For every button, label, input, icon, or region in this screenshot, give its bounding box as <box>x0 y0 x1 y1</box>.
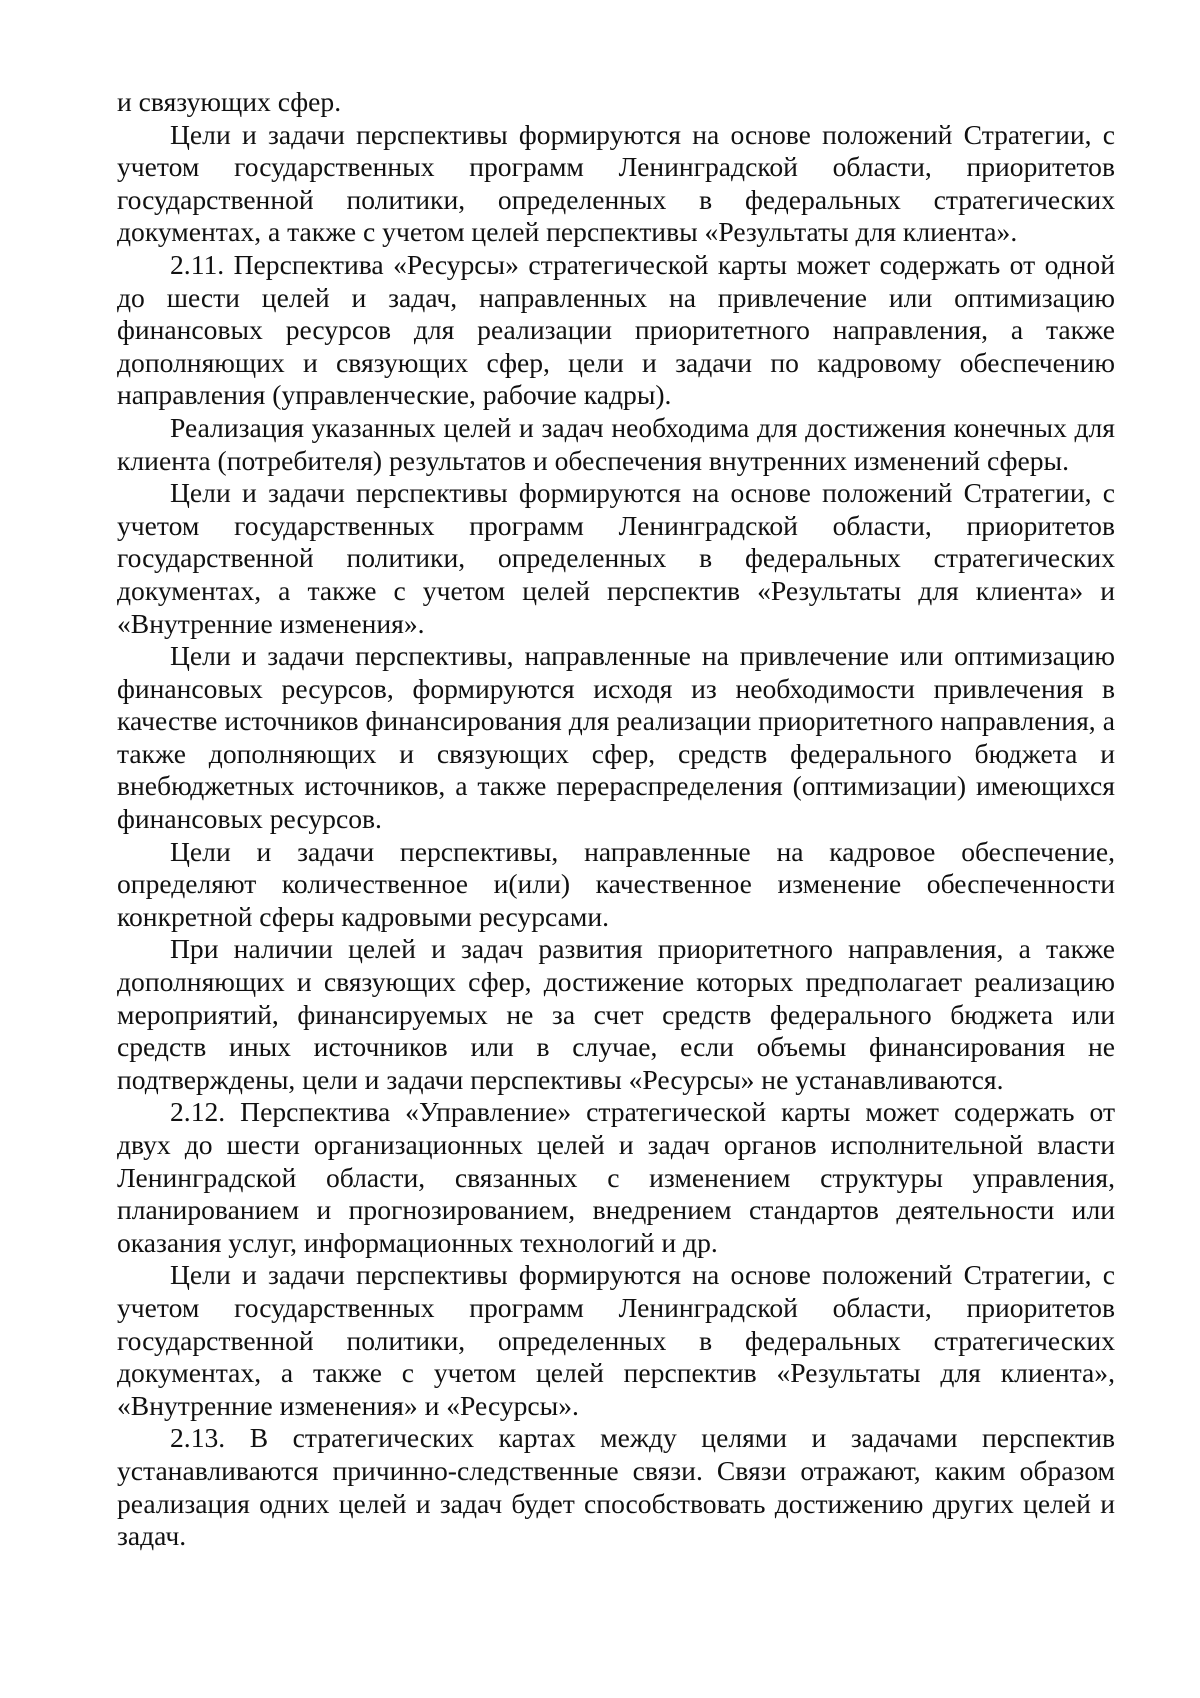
paragraph-implementation: Реализация указанных целей и задач необходима для достижения конечных для клиента (потребителя) результатов и обеспечения внутренних изменений сферы. <box>117 411 1115 476</box>
paragraph-2-13-causal-links: 2.13. В стратегических картах между целями и задачами перспектив устанавливаются причинно-следственные связи. Связи отражают, каким образом реализация одних целей и задач будет способствовать достижению других целей и задач. <box>117 1422 1115 1552</box>
paragraph-goals-formation-3: Цели и задачи перспективы формируются на основе положений Стратегии, с учетом государственных программ Ленинградской области, приоритетов государственной политики, определенных в федеральных стратегических документах, а также с учетом целей перспектив «Результаты для клиента», «Внутренние изменения» и «Ресурсы». <box>117 1259 1115 1421</box>
paragraph-staffing: Цели и задачи перспективы, направленные на кадровое обеспечение, определяют количественное и(или) качественное изменение обеспеченности конкретной сферы кадровыми ресурсами. <box>117 835 1115 932</box>
paragraph-resources-not-set: При наличии целей и задач развития приоритетного направления, а также дополняющих и связующих сфер, достижение которых предполагает реализацию мероприятий, финансируемых не за счет средств федерального бюджета или средств иных источников или в случае, если объемы финансирования не подтверждены, цели и задачи перспективы «Ресурсы» не устанавливаются. <box>117 933 1115 1095</box>
paragraph-continuation: и связующих сфер. <box>117 86 342 117</box>
paragraph-goals-formation-2: Цели и задачи перспективы формируются на основе положений Стратегии, с учетом государственных программ Ленинградской области, приоритетов государственной политики, определенных в федеральных стратегических документах, а также с учетом целей перспектив «Результаты для клиента» и «Внутренние изменения». <box>117 477 1115 639</box>
document-body <box>117 86 1115 1553</box>
paragraph-goals-formation-1: Цели и задачи перспективы формируются на основе положений Стратегии, с учетом государственных программ Ленинградской области, приоритетов государственной политики, определенных в федеральных стратегических документах, а также с учетом целей перспективы «Результаты для клиента». <box>117 118 1115 248</box>
paragraph-2-11-resources: 2.11. Перспектива «Ресурсы» стратегической карты может содержать от одной до шести целей и задач, направленных на привлечение или оптимизацию финансовых ресурсов для реализации приоритетного направления, а также дополняющих и связующих сфер, цели и задачи по кадровому обеспечению направления (управленческие, рабочие кадры). <box>117 248 1115 411</box>
paragraph-2-12-management: 2.12. Перспектива «Управление» стратегической карты может содержать от двух до шести организационных целей и задач органов исполнительной власти Ленинградской области, связанных с изменением структуры управления, планированием и прогнозированием, внедрением стандартов деятельности или оказания услуг, информационных технологий и др. <box>117 1096 1115 1258</box>
paragraph-financial-resources: Цели и задачи перспективы, направленные на привлечение или оптимизацию финансовых ресурсов, формируются исходя из необходимости привлечения в качестве источников финансирования для реализации приоритетного направления, а также дополняющих и связующих сфер, средств федерального бюджета и внебюджетных источников, а также перераспределения (оптимизации) имеющихся финансовых ресурсов. <box>117 640 1115 835</box>
